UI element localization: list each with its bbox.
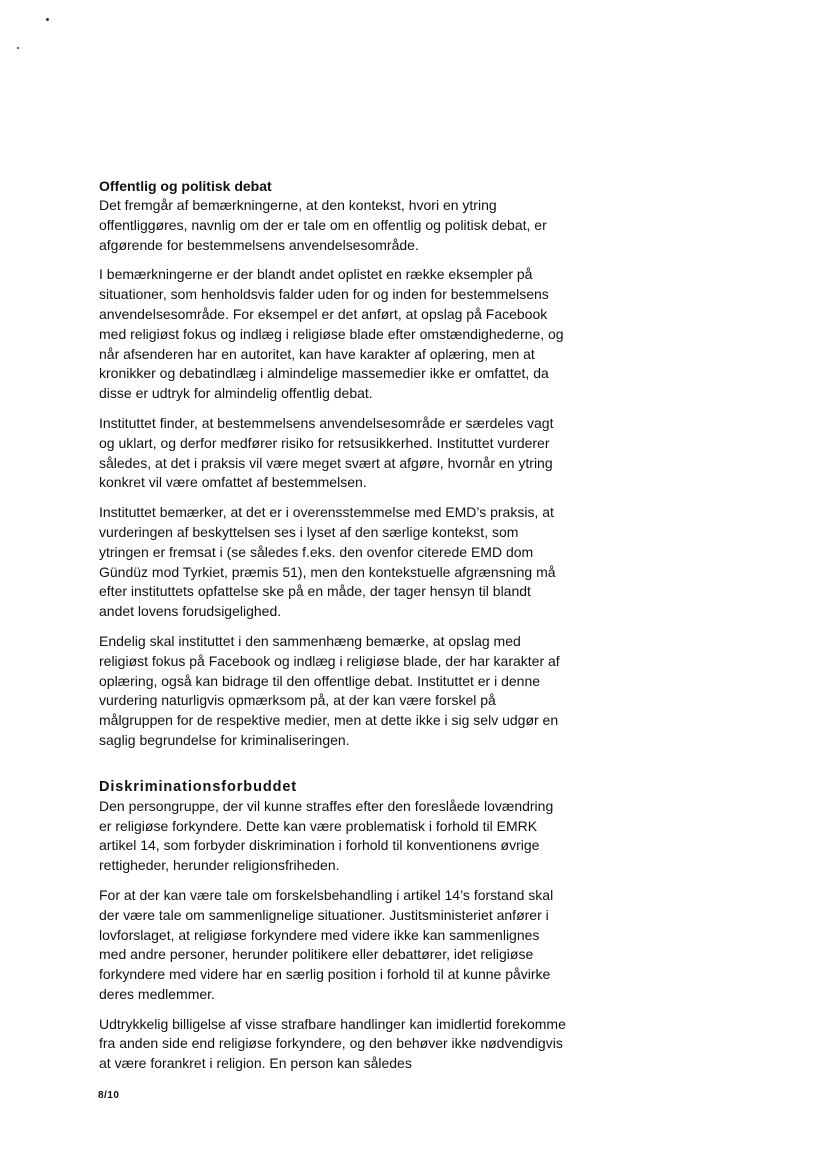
document-body [99,176,569,1084]
section-heading-public-debate: Offentlig og politisk debat [99,178,272,194]
scan-speck [17,47,19,49]
paragraph: Instituttet bemærker, at det er i overensstemmelse med EMD’s praksis, at vurderingen af beskyttelsen ses i lyset af den særlige kontekst, som ytringen er fremsat i (se således f.eks. den ovenfor citerede EMD dom Gündüz mod Tyrkiet, præmis 51), men den kontekstuelle afgrænsning må efter instituttets opfattelse ske på en måde, der tager hensyn til blandt andet lovens forudsigelighed. [99,504,556,620]
scan-speck [46,18,49,21]
section-heading-discrimination: Diskriminationsforbuddet [99,778,298,795]
paragraph: Den persongruppe, der vil kunne straffes efter den foreslåede lovændring er religiøse forkyndere. Dette kan være problematisk i forhold til EMRK artikel 14, som forbyder diskrimination i forhold til konventionens øvrige rettigheder, herunder religionsfriheden. [99,797,554,874]
paragraph: Det fremgår af bemærkningerne, at den kontekst, hvori en ytring offentliggøres, navnlig om der er tale om en offentlig og politisk debat, er afgørende for bestemmelsens anvendelsesområde. [99,197,547,253]
page-number: 8/10 [98,1090,120,1101]
paragraph: I bemærkningerne er der blandt andet oplistet en række eksempler på situationer, som henholdsvis falder uden for og inden for bestemmelsens anvendelsesområde. For eksempel er det anført, at opslag på Facebook med religiøst fokus og indlæg i religiøse blade efter omstændighederne, og når afsenderen har en autoritet, kan have karakter af oplæring, men at kronikker og debatindlæg i almindelige massemedier ikke er omfattet, da disse er udtryk for almindelig offentlig debat. [99,266,564,402]
paragraph: Udtrykkelig billigelse af visse strafbare handlinger kan imidlertid forekomme fra anden side end religiøse forkyndere, og den behøver ikke nødvendigvis at være forankret i religion. En person kan således [99,1015,566,1072]
paragraph: Instituttet finder, at bestemmelsens anvendelsesområde er særdeles vagt og uklart, og derfor medfører risiko for retsusikkerhed. Instituttet vurderer således, at det i praksis vil være meget svært at afgøre, hvornår en ytring konkret vil være omfattet af bestemmelsen. [99,414,554,491]
paragraph: Endelig skal instituttet i den sammenhæng bemærke, at opslag med religiøst fokus på Facebook og indlæg i religiøse blade, der har karakter af oplæring, også kan bidrage til den offentlige debat. Instituttet er i denne vurdering naturligvis opmærksom på, at der kan være forskel på målgruppen for de respektive medier, men at dette ikke i sig selv udgør en saglig begrundelse for kriminaliseringen. [99,632,560,748]
paragraph: For at der kan være tale om forskelsbehandling i artikel 14’s forstand skal der være tale om sammenlignelige situationer. Justitsministeriet anfører i lovforslaget, at religiøse forkyndere med videre ikke kan sammenlignes med andre personer, herunder politikere eller debattører, idet religiøse forkyndere med videre har en særlig position i forhold til at kunne påvirke deres medlemmer. [99,886,554,1002]
